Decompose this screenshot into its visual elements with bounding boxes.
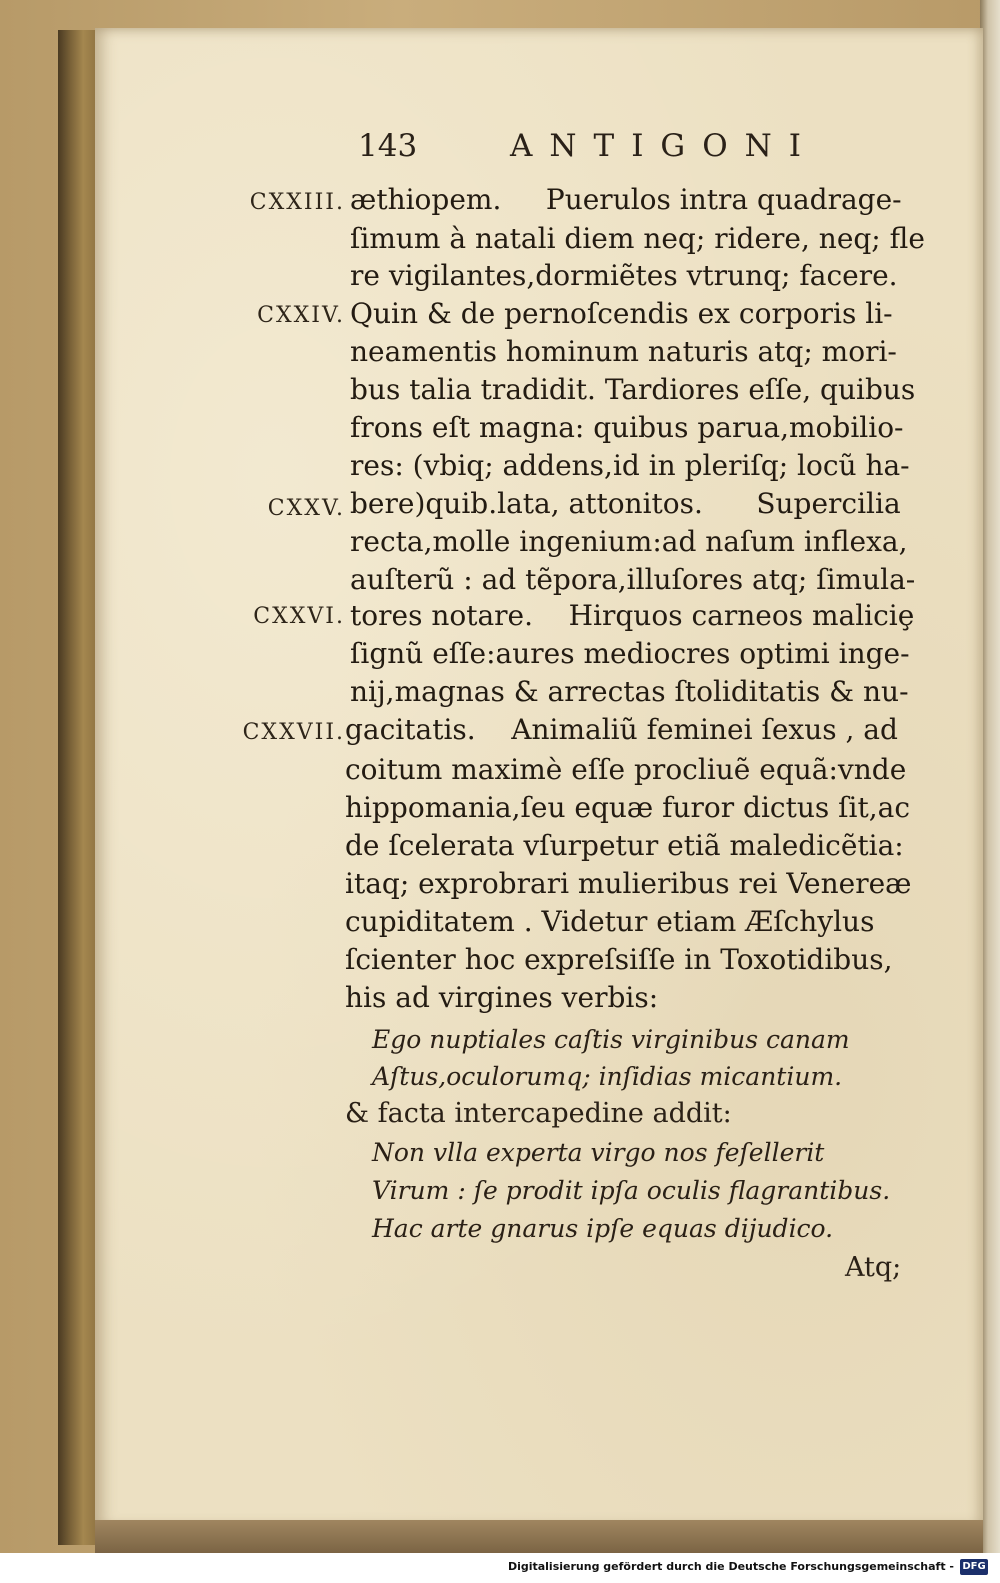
- verse-line: Non vlla experta virgo nos feſellerit: [372, 1138, 825, 1167]
- text-line: re vigilantes,dormiẽtes vtrunq; facere.: [350, 259, 898, 292]
- text-line: res: (vbiq; addens,id in pleriſq; locũ ha-: [350, 449, 910, 482]
- facing-page-edge: [980, 0, 1000, 1553]
- text-line: bere)quib.lata, attonitos. Supercilia: [350, 487, 901, 520]
- dfg-logo: DFG: [960, 1559, 988, 1575]
- text-line: neamentis hominum naturis atq; mori-: [350, 335, 897, 368]
- text-line: frons eſt magna: quibus parua,mobilio-: [350, 411, 904, 444]
- text-line: cupiditatem . Videtur etiam Æſchylus: [345, 905, 875, 938]
- text-line: hippomania,ſeu equæ furor dictus ſit,ac: [345, 791, 911, 824]
- running-title: ANTIGONI: [510, 128, 818, 164]
- text-line: recta,molle ingenium:ad naſum inflexa,: [350, 525, 908, 558]
- margin-number-125: CXXV.: [267, 496, 345, 521]
- text-line: tores notare. Hirquos carneos maliciȩ: [350, 599, 915, 632]
- text-line: de ſcelerata vſurpetur etiã maledicẽtia:: [345, 829, 904, 862]
- text-line: coitum maximè eſſe procliuẽ equã:vnde: [345, 753, 907, 786]
- margin-number-126: CXXVI.: [253, 604, 345, 629]
- catchword: Atq;: [845, 1252, 902, 1283]
- book-block-edge: [58, 30, 100, 1545]
- text-line: æthiopem. Puerulos intra quadrage-: [350, 183, 902, 216]
- text-line: ſimum à natali diem neq; ridere, neq; fle: [350, 222, 925, 255]
- page-number: 143: [358, 128, 418, 164]
- text-line: bus talia tradidit. Tardiores eſſe, quibus: [350, 373, 916, 406]
- text-line: his ad virgines verbis:: [345, 981, 659, 1014]
- verse-line: Virum : ſe prodit ipſa oculis flagrantibus.: [372, 1176, 891, 1205]
- verse-line: Aſtus,oculorumq; inſidias micantium.: [372, 1062, 843, 1091]
- verse-line: Ego nuptiales caſtis virginibus canam: [372, 1025, 850, 1054]
- text-line: gacitatis. Animaliũ feminei ſexus , ad: [345, 713, 898, 746]
- text-line: nij,magnas & arrectas ſtoliditatis & nu-: [350, 675, 909, 708]
- text-line: itaq; exprobrari mulieribus rei Venereæ: [345, 867, 912, 900]
- text-line: Quin & de pernoſcendis ex corporis li-: [350, 297, 893, 330]
- verse-interjection: & facta intercapedine addit:: [345, 1098, 732, 1129]
- margin-number-124: CXXIV.: [257, 303, 345, 328]
- footer-credit-text: Digitalisierung gefördert durch die Deutsche Forschungsgemeinschaft -: [507, 1560, 954, 1573]
- margin-number-127: CXXVII.: [242, 720, 345, 745]
- digitization-footer: [0, 1553, 1000, 1583]
- page-bottom-shadow: [95, 1520, 983, 1553]
- text-line: auſterũ : ad tẽpora,illuſores atq; ſimula-: [350, 563, 916, 596]
- margin-number-123: CXXIII.: [249, 190, 345, 215]
- verse-line: Hac arte gnarus ipſe equas dijudico.: [372, 1214, 834, 1243]
- text-line: ſignũ eſſe:aures mediocres optimi inge-: [350, 637, 910, 670]
- text-line: ſcienter hoc expreſsiſſe in Toxotidibus,: [345, 943, 893, 976]
